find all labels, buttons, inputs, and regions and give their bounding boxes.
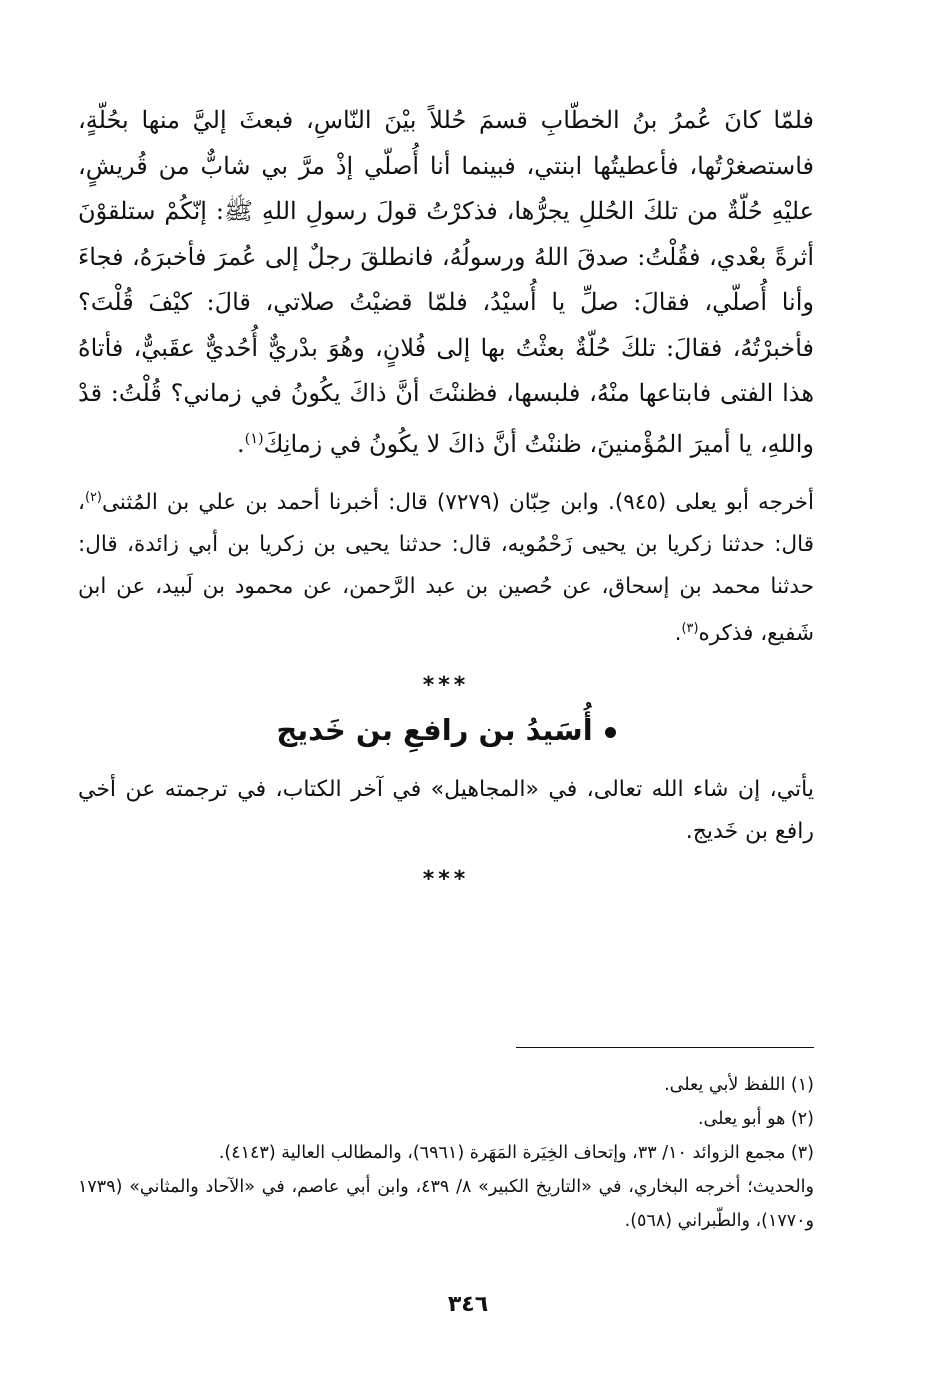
hadith-end: . — [236, 429, 245, 458]
takhrij-end: . — [674, 621, 682, 647]
footnote-rule — [516, 1047, 814, 1048]
footnote-2: (٢) هو أبو يعلى. — [697, 1109, 814, 1129]
section-separator-2: *** — [422, 867, 470, 893]
footnote-marker-1: (١) — [244, 430, 264, 447]
biography-note: يأتي، إن شاء الله تعالى، في «المجاهيل» في آخر الكتاب، في ترجمته عن أخي رافع بن خَديج. — [78, 777, 814, 845]
footnote-marker-3: (٣) — [681, 621, 699, 637]
takhrij-text-2: ، قال: حدثنا زكريا بن يحيى زَحْمُويه، قال: حدثنا يحيى بن زكريا بن أبي زائدة، قال: حدثنا محمد بن إسحاق، عن حُصين بن عبد الرَّحمن، عن محمود بن لَبيد، عن ابن شَفيع، فذكره — [78, 490, 814, 647]
takhrij-text-1: أخرجه أبو يعلى (٩٤٥). وابن حِبّان (٧٢٧٩) قال: أخبرنا أحمد بن علي بن المُثنى — [101, 490, 815, 516]
hadith-text: فلمّا كانَ عُمرُ بنُ الخطّابِ قسمَ حُللاً بيْنَ النّاسِ، فبعثَ إليَّ منها بحُلّةٍ، فاستصغرْتُها، فأعطيتُها ابنتي، فبينما أنا أُصلّي إذْ مرَّ بي شابٌّ من قُريشٍ، عليْهِ حُلّةٌ من تلكَ الحُللِ يجرُّها، فذكرْتُ قولَ رسولِ اللهِ ﷺ: إنّكُمْ ستلقوْنَ أثرةً بعْدي، فقُلْتُ: صدقَ اللهُ ورسولُهُ، فانطلقَ رجلٌ إلى عُمرَ فأخبرَهُ، فجاءَ وأنا أُصلّي، فقالَ: صلِّ يا أُسيْدُ، فلمّا قضيْتُ صلاتي، قالَ: كيْفَ قُلْتَ؟ فأخبرْتُهُ، فقالَ: تلكَ حُلّةٌ بعثْتُ بها إلى فُلانٍ، وهُوَ بدْريٌّ أُحُديٌّ عقَبيٌّ، فأتاهُ هذا الفتى فابتاعها منْهُ، فلبسها، فظننْتَ أنَّ ذاكَ يكُونُ في زماني؟ قُلْتُ: قدْ واللهِ، يا أميرَ المُؤْمنينَ، ظننْتُ أنَّ ذاكَ لا يكُونُ في زمانِكَ — [78, 106, 814, 458]
page-number: ٣٤٦ — [447, 1292, 489, 1317]
heading-text: أُسَيدُ بن رافعِ بن خَديج — [276, 713, 593, 748]
footnote-marker-2: (٢) — [84, 490, 102, 505]
footnotes — [78, 1068, 814, 1238]
page-body — [78, 98, 814, 901]
bullet-icon — [605, 727, 616, 738]
section-heading — [78, 713, 814, 757]
section-separator: *** — [422, 673, 470, 699]
hadith-paragraph — [78, 98, 814, 467]
footnote-1: (١) اللفظ لأبي يعلى. — [664, 1075, 814, 1095]
footnote-3: (٣) مجمع الزوائد ١٠/ ٣٣، وإتحاف الخِيَرة المَهَرة (٦٩٦١)، والمطالب العالية (٤١٤٣). — [218, 1143, 814, 1163]
takhrij-paragraph — [78, 477, 814, 655]
footnote-3-continuation: والحديث؛ أخرجه البخاري، في «التاريخ الكبير» ٨/ ٤٣٩، وابن أبي عاصم، في «الآحاد والمثاني» (١٧٣٩ و١٧٧٠)، والطّبراني (٥٦٨). — [78, 1177, 814, 1231]
